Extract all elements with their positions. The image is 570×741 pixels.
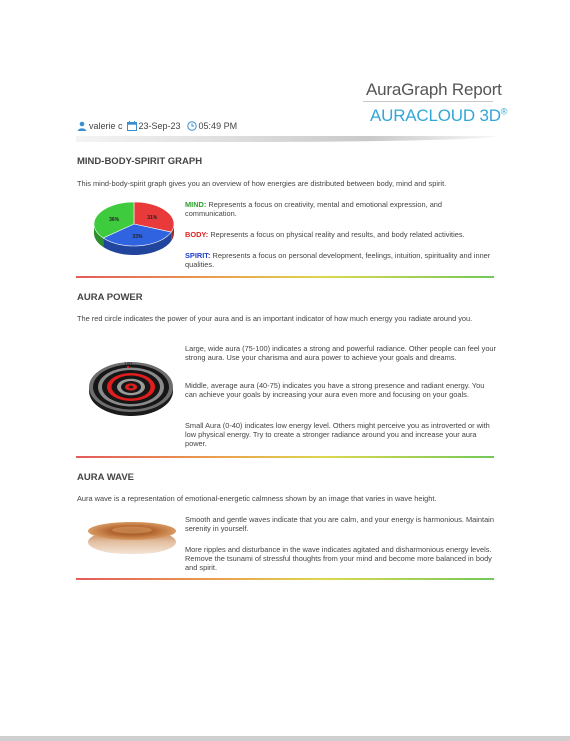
aura-middle-text: Middle, average aura (40-75) indicates you have a strong presence and radiant energy. You can achieve your goals by increasing your aura even more and focusing on your goals.: [185, 381, 485, 399]
spirit-label: SPIRIT:: [185, 251, 211, 260]
mind-label: MIND:: [185, 200, 207, 209]
mind-body-spirit-pie-chart: [90, 196, 180, 266]
wave-ripples-text: More ripples and disturbance in the wave indicates agitated and disharmonious energy levels. Remove the tsunami of stressful thoughts from your mind and become more balanced in body and spirit.: [185, 545, 492, 572]
aura-wave-image: [84, 518, 180, 560]
section-divider: [76, 456, 494, 458]
aura-large-text: Large, wide aura (75-100) indicates a strong and powerful radiance. Other people can feel your strong aura. Use your charisma and aura power to achieve your goals and dreams.: [185, 344, 497, 362]
wave-smooth-text: Smooth and gentle waves indicate that you are calm, and your energy is harmonious. Maintain serenity in yourself.: [185, 515, 494, 533]
brand-divider: [363, 101, 493, 102]
pie-label-mind: 36%: [109, 216, 120, 223]
brand-logo-text: AURACLOUD 3D®: [370, 106, 508, 125]
meta-date: 23-Sep-23: [127, 121, 181, 131]
aura-wave-title: AURA WAVE: [77, 472, 134, 483]
meta-time: 05:49 PM: [187, 121, 238, 131]
body-description: BODY: Represents a focus on physical reality and results, and body related activities.: [185, 230, 465, 239]
mbs-section-title: MIND-BODY-SPIRIT GRAPH: [77, 156, 203, 167]
user-icon: [77, 121, 87, 131]
pie-label-body: 31%: [147, 215, 158, 222]
report-meta: [77, 121, 241, 131]
aura-power-target: [84, 356, 182, 428]
section-divider: [76, 276, 494, 278]
mind-description: MIND: Represents a focus on creativity, mental and emotional expression, and communication.: [185, 200, 443, 218]
body-label: BODY:: [185, 230, 209, 239]
aura-power-intro: The red circle indicates the power of your aura and is an important indicator of how much energy you radiate around you.: [77, 314, 473, 323]
mbs-intro: This mind-body-spirit graph gives you an overview of how energies are distributed between body, mind and spirit.: [77, 179, 447, 188]
aura-small-text: Small Aura (0-40) indicates low energy level. Others might perceive you as introverted or with low physical energy. Try to create a stronger radiance around you and increase your aura power.: [185, 421, 490, 448]
aura-power-marker: 100: [124, 361, 132, 366]
page-footer-bar: [0, 736, 570, 741]
report-title: AuraGraph Report: [366, 80, 502, 99]
section-divider: [76, 578, 494, 580]
calendar-icon: [127, 121, 137, 131]
aura-power-title: AURA POWER: [77, 292, 143, 303]
spirit-description: SPIRIT: Represents a focus on personal development, feelings, intuition, spirituality and inner qualities.: [185, 251, 491, 269]
clock-icon: [187, 121, 197, 131]
pie-label-spirit: 33%: [132, 233, 143, 240]
aura-wave-intro: Aura wave is a representation of emotional-energetic calmness shown by an image that varies in wave height.: [77, 494, 437, 503]
header-divider: [76, 136, 496, 142]
meta-user: valerie c: [77, 121, 123, 131]
